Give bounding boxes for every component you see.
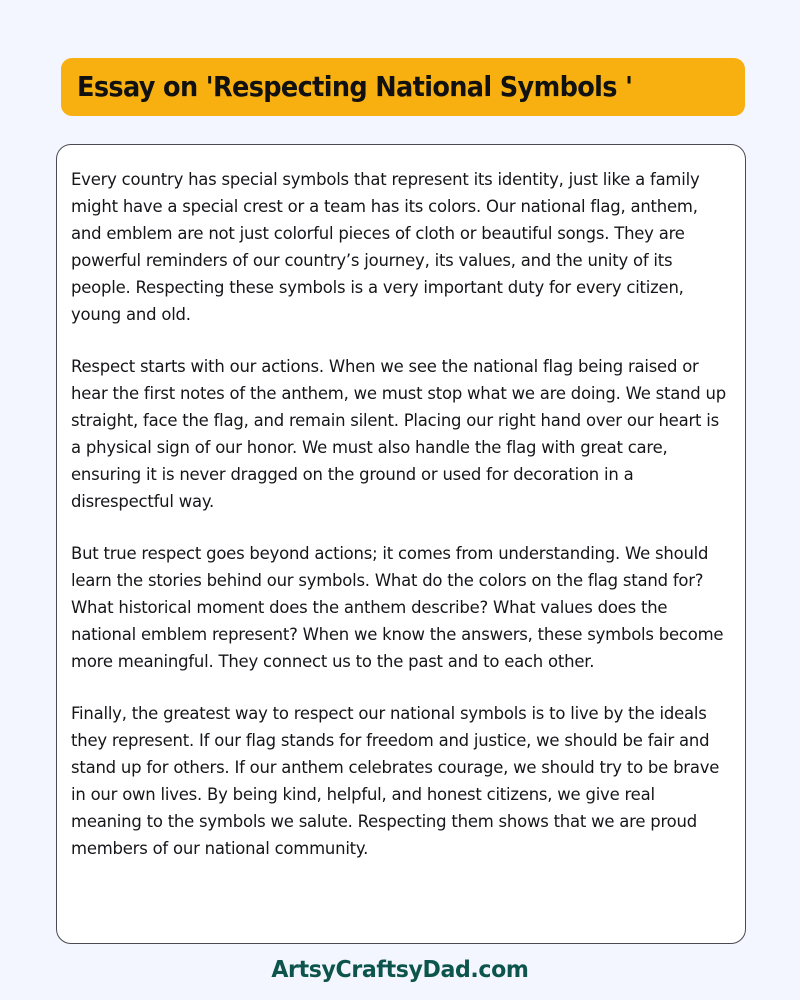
essay-paragraph: Finally, the greatest way to respect our national symbols is to live by the ideals they represent. If our flag stands for freedom and justice, we should be fair and stand up for others. If our anthem celebrates courage, we should try to be brave in our own lives. By being kind, helpful, and honest citizens, we give real meaning to the symbols we salute. Respecting them shows that we are proud members of our national community.: [71, 704, 720, 859]
essay-paragraph: But true respect goes beyond actions; it comes from understanding. We should learn the stories behind our symbols. What do the colors on the flag stand for? What historical moment does the anthem describe? What values does the national emblem represent? When we know the answers, these symbols become more meaningful. They connect us to the past and to each other.: [71, 544, 724, 672]
essay-content-card: [56, 144, 746, 944]
footer: [0, 957, 800, 983]
essay-body: [71, 167, 728, 863]
page-title: Essay on 'Respecting National Symbols ': [77, 71, 633, 103]
site-watermark: ArtsyCraftsyDad.com: [271, 957, 529, 983]
essay-title-banner: [61, 58, 745, 116]
essay-paragraph: Every country has special symbols that represent its identity, just like a family might have a special crest or a team has its colors. Our national flag, anthem, and emblem are not just colorful pieces of cloth or beautiful songs. They are powerful reminders of our country’s journey, its values, and the unity of its people. Respecting these symbols is a very important duty for every citizen, young and old.: [71, 170, 700, 325]
essay-paragraph: Respect starts with our actions. When we see the national flag being raised or hear the first notes of the anthem, we must stop what we are doing. We stand up straight, face the flag, and remain silent. Placing our right hand over our heart is a physical sign of our honor. We must also handle the flag with great care, ensuring it is never dragged on the ground or used for decoration in a disrespectful way.: [71, 357, 726, 512]
